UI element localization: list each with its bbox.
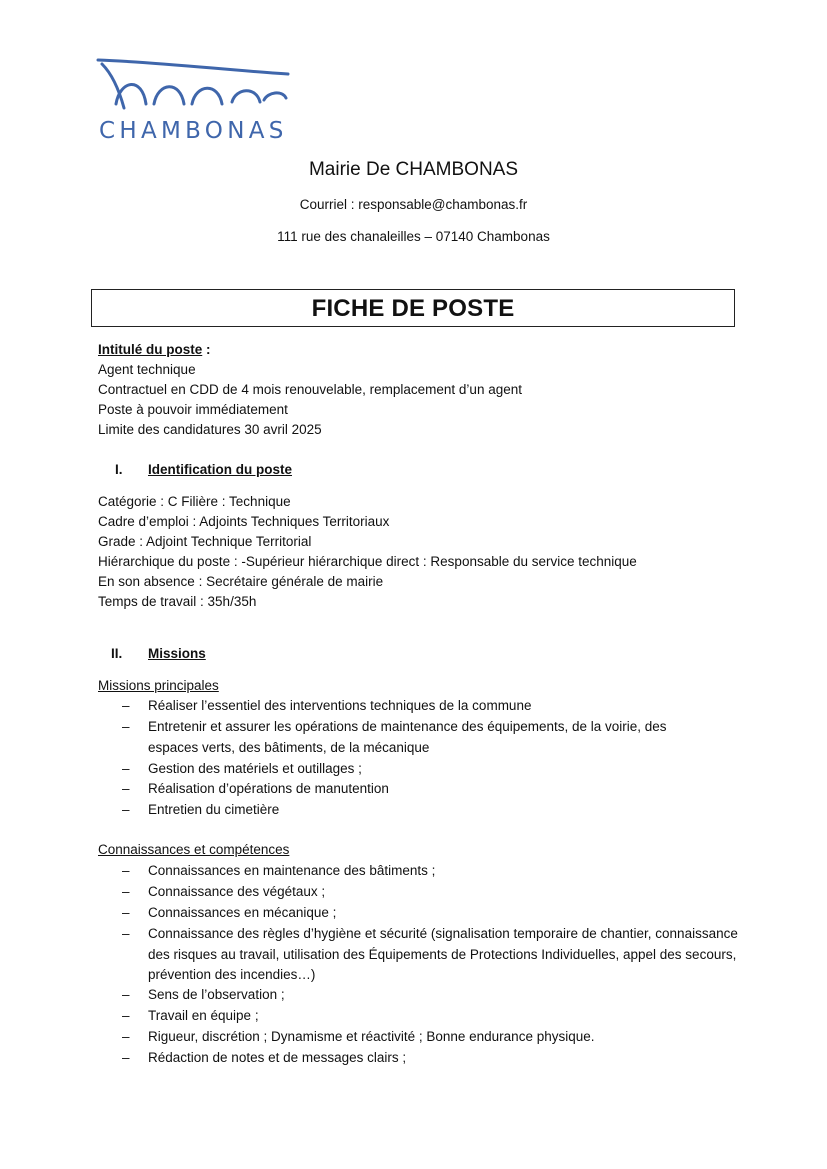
section-1-title: Identification du poste bbox=[148, 462, 292, 477]
intitule-line: Agent technique bbox=[98, 362, 196, 377]
skill-item: Connaissances en mécanique ; bbox=[148, 905, 337, 920]
bullet-dash: – bbox=[122, 802, 130, 817]
bullet-dash: – bbox=[122, 698, 130, 713]
bullet-dash: – bbox=[122, 884, 130, 899]
skill-item: Rigueur, discrétion ; Dynamisme et réactivité ; Bonne endurance physique. bbox=[148, 1029, 595, 1044]
skill-item: Sens de l’observation ; bbox=[148, 987, 285, 1002]
document-title-box bbox=[91, 289, 735, 327]
skill-item: Travail en équipe ; bbox=[148, 1008, 259, 1023]
skills-heading: Connaissances et compétences bbox=[98, 842, 290, 857]
intitule-line: Poste à pouvoir immédiatement bbox=[98, 402, 288, 417]
bullet-dash: – bbox=[122, 1050, 130, 1065]
identification-line: En son absence : Secrétaire générale de mairie bbox=[98, 574, 384, 589]
bullet-dash: – bbox=[122, 1029, 130, 1044]
identification-line: Cadre d’emploi : Adjoints Techniques Territoriaux bbox=[98, 514, 390, 529]
section-1-number: I. bbox=[115, 462, 123, 477]
bullet-dash: – bbox=[122, 926, 130, 941]
identification-line: Catégorie : C Filière : Technique bbox=[98, 494, 291, 509]
intitule-heading bbox=[98, 341, 211, 359]
skill-item: Connaissance des règles d’hygiène et sécurité (signalisation temporaire de chantier, connaissance des risques au travail, utilisation des Équipements de Protections Individuelles, appel des secours, prévention des incendies…) bbox=[148, 926, 738, 982]
intitule-line: Limite des candidatures 30 avril 2025 bbox=[98, 422, 322, 437]
mairie-title: Mairie De CHAMBONAS bbox=[308, 159, 519, 180]
skill-item: Rédaction de notes et de messages clairs ; bbox=[148, 1050, 407, 1065]
section-2-title: Missions bbox=[148, 646, 206, 661]
section-2-number: II. bbox=[111, 646, 123, 661]
identification-line: Grade : Adjoint Technique Territorial bbox=[98, 534, 312, 549]
document-title: FICHE DE POSTE bbox=[311, 295, 515, 322]
mission-item: Réalisation d’opérations de manutention bbox=[148, 781, 389, 796]
mission-item: Réaliser l’essentiel des interventions techniques de la commune bbox=[148, 698, 532, 713]
identification-line: Temps de travail : 35h/35h bbox=[98, 594, 257, 609]
bullet-dash: – bbox=[122, 781, 130, 796]
bullet-dash: – bbox=[122, 905, 130, 920]
mission-item: Entretenir et assurer les opérations de maintenance des équipements, de la voirie, des espaces verts, des bâtiments, de la mécanique bbox=[148, 719, 667, 755]
email-line: Courriel : responsable@chambonas.fr bbox=[299, 197, 528, 212]
bullet-dash: – bbox=[122, 863, 130, 878]
intitule-suffix: : bbox=[202, 342, 211, 357]
address-line: 111 rue des chanaleilles – 07140 Chambonas bbox=[277, 229, 550, 244]
intitule-label: Intitulé du poste bbox=[98, 342, 203, 357]
mission-item: Gestion des matériels et outillages ; bbox=[148, 761, 362, 776]
logo-wordmark: CHAMBONAS bbox=[99, 118, 288, 144]
skill-item: Connaissances en maintenance des bâtiments ; bbox=[148, 863, 436, 878]
identification-line: Hiérarchique du poste : -Supérieur hiérarchique direct : Responsable du service technique bbox=[98, 554, 637, 569]
missions-heading: Missions principales bbox=[98, 678, 219, 693]
skill-item: Connaissance des végétaux ; bbox=[148, 884, 326, 899]
bullet-dash: – bbox=[122, 987, 130, 1002]
intitule-line: Contractuel en CDD de 4 mois renouvelable, remplacement d’un agent bbox=[98, 382, 522, 397]
bullet-dash: – bbox=[122, 761, 130, 776]
bridge-logo-icon bbox=[96, 56, 292, 118]
bullet-dash: – bbox=[122, 719, 130, 734]
chambonas-logo bbox=[96, 56, 292, 146]
bullet-dash: – bbox=[122, 1008, 130, 1023]
mission-item: Entretien du cimetière bbox=[148, 802, 280, 817]
